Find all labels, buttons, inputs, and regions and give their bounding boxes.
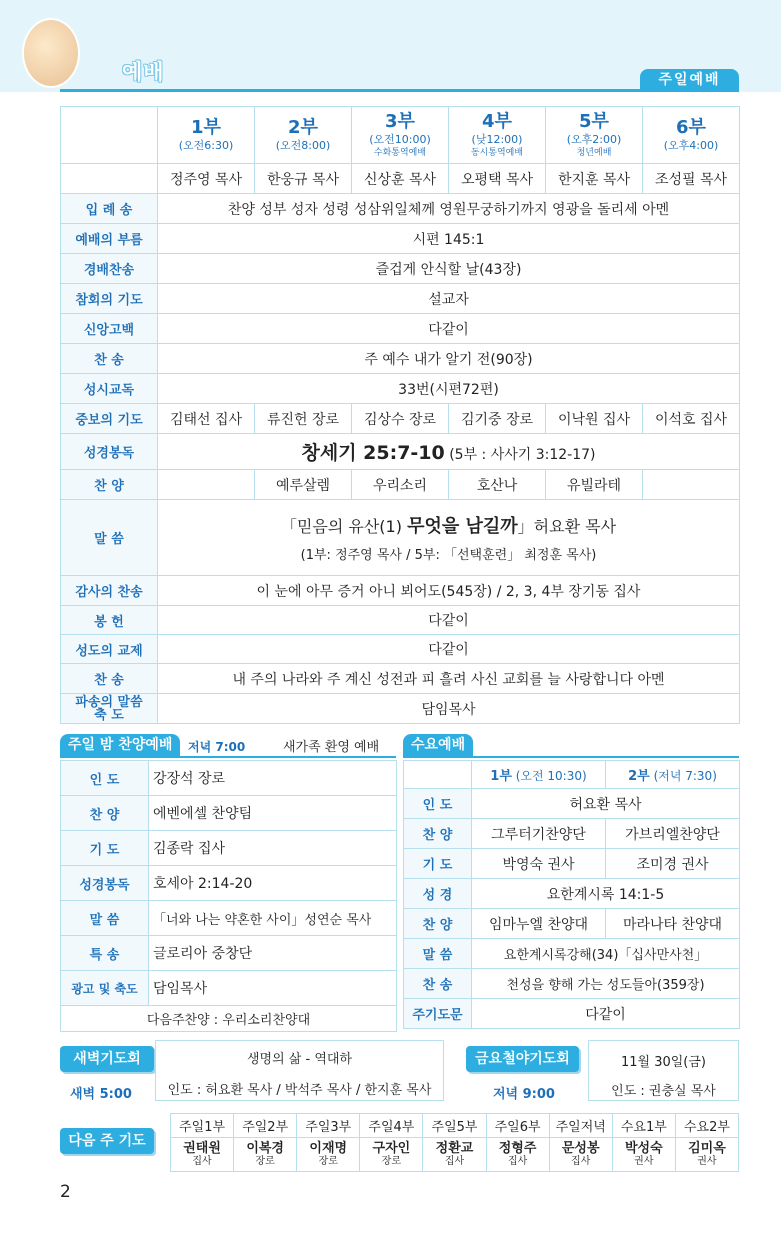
order-label: 감사의 찬송 <box>61 576 158 606</box>
sermon-row <box>61 500 740 576</box>
intercessor: 이낙원 집사 <box>546 404 643 434</box>
friday-prayer-time: 저녁 9:00 <box>493 1087 555 1102</box>
row-value: 가브리엘찬양단 <box>606 819 740 849</box>
table-row <box>404 969 740 999</box>
row-value: 천성을 향해 가는 성도들아(359장) <box>472 969 740 999</box>
scripture-sub: (5부 : 사사기 3:12-17) <box>444 447 596 463</box>
service-2: 2부 (오전8:00) <box>255 107 352 164</box>
table-row <box>61 1006 397 1032</box>
order-value: 다같이 <box>158 635 740 664</box>
praise-row <box>61 470 740 500</box>
order-row <box>61 224 740 254</box>
table-row <box>61 866 397 901</box>
intercessor: 이석호 집사 <box>643 404 740 434</box>
prayer-service: 주일2부 <box>234 1114 297 1138</box>
row-label: 기 도 <box>404 849 472 879</box>
dawn-prayer-time: 새벽 5:00 <box>70 1087 132 1102</box>
prayer-person: 김미옥 권사 <box>675 1138 738 1172</box>
order-row <box>61 254 740 284</box>
intercession-row <box>61 404 740 434</box>
order-row <box>61 314 740 344</box>
order-row <box>61 576 740 606</box>
blank-cell <box>158 470 255 500</box>
order-label: 찬 송 <box>61 344 158 374</box>
order-label: 입 례 송 <box>61 194 158 224</box>
section-divider <box>60 756 396 758</box>
sunday-night-tab: 주일 밤 찬양예배 <box>60 734 180 756</box>
intercessor: 김기중 장로 <box>449 404 546 434</box>
row-label: 광고 및 축도 <box>61 971 149 1006</box>
sunday-night-table <box>60 760 397 1032</box>
row-label: 말 씀 <box>61 901 149 936</box>
pastor-5: 한지훈 목사 <box>546 164 643 194</box>
pastor-6: 조성필 목사 <box>643 164 740 194</box>
dawn-prayer-box <box>155 1040 444 1101</box>
order-label: 신앙고백 <box>61 314 158 344</box>
table-row <box>404 819 740 849</box>
order-label: 참회의 기도 <box>61 284 158 314</box>
blank-cell <box>643 470 740 500</box>
row-value: 에벤에셀 찬양팀 <box>149 796 397 831</box>
wednesday-tab: 수요예배 <box>403 734 473 756</box>
table-row <box>404 789 740 819</box>
sermon-title: 무엇을 남길까 <box>407 516 518 537</box>
row-label: 찬 송 <box>404 969 472 999</box>
service-6: 6부 (오후4:00) <box>643 107 740 164</box>
reading-row <box>61 434 740 470</box>
wed-col-1: 1부 (오전 10:30) <box>472 761 606 789</box>
sunday-night-time: 저녁 7:00 <box>188 740 246 754</box>
pastor-4: 오평택 목사 <box>449 164 546 194</box>
blank-cell <box>61 107 158 164</box>
table-row <box>61 796 397 831</box>
order-row <box>61 284 740 314</box>
order-value: 설교자 <box>158 284 740 314</box>
prayer-service: 주일4부 <box>360 1114 423 1138</box>
intercessor: 김상수 장로 <box>352 404 449 434</box>
row-label: 특 송 <box>61 936 149 971</box>
row-value: 임마누엘 찬양대 <box>472 909 606 939</box>
service-5: 5부 (오후2:00) 청년예배 <box>546 107 643 164</box>
intercessor: 류진헌 장로 <box>255 404 352 434</box>
row-value: 마라나타 찬양대 <box>606 909 740 939</box>
choir: 우리소리 <box>352 470 449 500</box>
row-value: 김종락 집사 <box>149 831 397 866</box>
order-row <box>61 194 740 224</box>
table-row <box>171 1114 739 1138</box>
order-row <box>61 344 740 374</box>
table-header-row <box>404 761 740 789</box>
friday-prayer-box <box>588 1040 739 1101</box>
order-value: 다같이 <box>158 606 740 635</box>
row-label: 말 씀 <box>404 939 472 969</box>
order-value: 33번(시편72편) <box>158 374 740 404</box>
prayer-person: 구자인 장로 <box>360 1138 423 1172</box>
row-label: 인 도 <box>61 761 149 796</box>
sermon-note: (1부: 정주영 목사 / 5부: 「선택훈련」 최정훈 목사) <box>300 548 597 563</box>
prayer-service: 주일3부 <box>297 1114 360 1138</box>
prayer-person: 정환교 집사 <box>423 1138 486 1172</box>
wednesday-table <box>403 760 740 1029</box>
row-value: 강장석 장로 <box>149 761 397 796</box>
row-value: 허요환 목사 <box>472 789 740 819</box>
table-row <box>404 999 740 1029</box>
sermon-cell <box>158 500 740 576</box>
order-value: 내 주의 나라와 주 계신 성전과 피 흘려 사신 교회를 늘 사랑합니다 아멘 <box>158 664 740 694</box>
prayer-person: 이재명 장로 <box>297 1138 360 1172</box>
page-number: 2 <box>60 1182 71 1202</box>
table-row <box>61 901 397 936</box>
table-row <box>404 939 740 969</box>
prayer-service: 주일1부 <box>171 1114 234 1138</box>
order-value: 이 눈에 아무 증거 아니 뵈어도(545장) / 2, 3, 4부 장기동 집사 <box>158 576 740 606</box>
pastor-row <box>61 164 740 194</box>
dawn-prayer-title: 생명의 삶 - 역대하 <box>247 1052 352 1067</box>
section-tag: 주일예배 <box>640 69 739 92</box>
choir: 예루살렘 <box>255 470 352 500</box>
dawn-prayer-leaders: 인도 : 허요환 목사 / 박석주 목사 / 한지훈 목사 <box>167 1083 432 1098</box>
row-label: 성경봉독 <box>61 866 149 901</box>
order-row <box>61 694 740 724</box>
table-row <box>404 879 740 909</box>
order-label: 예배의 부름 <box>61 224 158 254</box>
order-label: 찬 송 <box>61 664 158 694</box>
pastor-3: 신상훈 목사 <box>352 164 449 194</box>
prayer-person: 권태원 집사 <box>171 1138 234 1172</box>
choir: 호산나 <box>449 470 546 500</box>
order-value: 담임목사 <box>158 694 740 724</box>
row-value: 박영숙 권사 <box>472 849 606 879</box>
row-label: 기 도 <box>61 831 149 866</box>
row-value: 「너와 나는 약혼한 사이」성연순 목사 <box>149 901 397 936</box>
row-label: 찬 양 <box>404 819 472 849</box>
pastor-1: 정주영 목사 <box>158 164 255 194</box>
order-label: 성도의 교제 <box>61 635 158 664</box>
order-row <box>61 606 740 635</box>
table-row <box>404 909 740 939</box>
table-row <box>404 849 740 879</box>
scripture-reading <box>158 434 740 470</box>
order-label: 성경봉독 <box>61 434 158 470</box>
service-3: 3부 (오전10:00) 수화통역예배 <box>352 107 449 164</box>
sermon-title-line: 「믿음의 유산(1) 무엇을 남길까」허요환 목사 <box>280 516 617 537</box>
row-value: 호세아 2:14-20 <box>149 866 397 901</box>
order-label: 봉 헌 <box>61 606 158 635</box>
order-label: 경배찬송 <box>61 254 158 284</box>
order-value: 주 예수 내가 알기 전(90장) <box>158 344 740 374</box>
intercessor: 김태선 집사 <box>158 404 255 434</box>
next-prayer-table <box>170 1113 739 1172</box>
prayer-person: 박성숙 권사 <box>612 1138 675 1172</box>
order-value: 즐겁게 안식할 날(43장) <box>158 254 740 284</box>
row-label: 성 경 <box>404 879 472 909</box>
section-divider <box>403 756 739 758</box>
row-value: 그루터기찬양단 <box>472 819 606 849</box>
order-row <box>61 635 740 664</box>
row-value: 조미경 권사 <box>606 849 740 879</box>
order-value: 시편 145:1 <box>158 224 740 254</box>
service-1: 1부 (오전6:30) <box>158 107 255 164</box>
row-label: 찬 양 <box>61 796 149 831</box>
service-header-row <box>61 107 740 164</box>
order-row <box>61 374 740 404</box>
order-label: 찬 양 <box>61 470 158 500</box>
table-row <box>61 831 397 866</box>
scripture-main: 창세기 25:7-10 <box>301 442 445 464</box>
prayer-service: 수요2부 <box>675 1114 738 1138</box>
order-value: 찬양 성부 성자 성령 성삼위일체께 영원무궁하기까지 영광을 돌리세 아멘 <box>158 194 740 224</box>
page-title: 예배 <box>122 60 165 84</box>
sunday-worship-table <box>60 106 740 724</box>
row-value: 요한계시록강해(34)「십사만사천」 <box>472 939 740 969</box>
table-row <box>61 936 397 971</box>
table-row <box>61 761 397 796</box>
service-4: 4부 (낮12:00) 동시통역예배 <box>449 107 546 164</box>
dawn-prayer-label: 새벽기도회 <box>60 1046 154 1072</box>
row-value: 글로리아 중창단 <box>149 936 397 971</box>
next-week-praise: 다음주찬양 : 우리소리찬양대 <box>61 1006 397 1032</box>
table-row <box>171 1138 739 1172</box>
header-divider <box>60 89 739 92</box>
order-label: 중보의 기도 <box>61 404 158 434</box>
order-label: 성시교독 <box>61 374 158 404</box>
wed-col-2: 2부 (저녁 7:30) <box>606 761 740 789</box>
table-row <box>61 971 397 1006</box>
order-label: 파송의 말씀 축 도 <box>61 694 158 724</box>
order-row <box>61 664 740 694</box>
row-label: 찬 양 <box>404 909 472 939</box>
pastor-2: 한웅규 목사 <box>255 164 352 194</box>
row-value: 다같이 <box>472 999 740 1029</box>
friday-prayer-leader: 인도 : 권충실 목사 <box>611 1084 716 1099</box>
friday-prayer-label: 금요철야기도회 <box>466 1046 579 1072</box>
order-label: 말 씀 <box>61 500 158 576</box>
row-value: 담임목사 <box>149 971 397 1006</box>
next-prayer-label: 다음 주 기도 <box>60 1128 154 1154</box>
prayer-service: 주일6부 <box>486 1114 549 1138</box>
choir: 유빌라테 <box>546 470 643 500</box>
prayer-person: 이복경 장로 <box>234 1138 297 1172</box>
prayer-person: 문성봉 집사 <box>549 1138 612 1172</box>
sunday-night-subtitle: 새가족 환영 예배 <box>283 740 380 755</box>
prayer-service: 주일저녁 <box>549 1114 612 1138</box>
blank-cell <box>404 761 472 789</box>
praying-hands-image <box>22 18 80 88</box>
prayer-person: 정형주 집사 <box>486 1138 549 1172</box>
row-value: 요한계시록 14:1-5 <box>472 879 740 909</box>
prayer-service: 수요1부 <box>612 1114 675 1138</box>
blank-cell <box>61 164 158 194</box>
order-value: 다같이 <box>158 314 740 344</box>
prayer-service: 주일5부 <box>423 1114 486 1138</box>
row-label: 주기도문 <box>404 999 472 1029</box>
row-label: 인 도 <box>404 789 472 819</box>
friday-prayer-date: 11월 30일(금) <box>620 1055 707 1070</box>
